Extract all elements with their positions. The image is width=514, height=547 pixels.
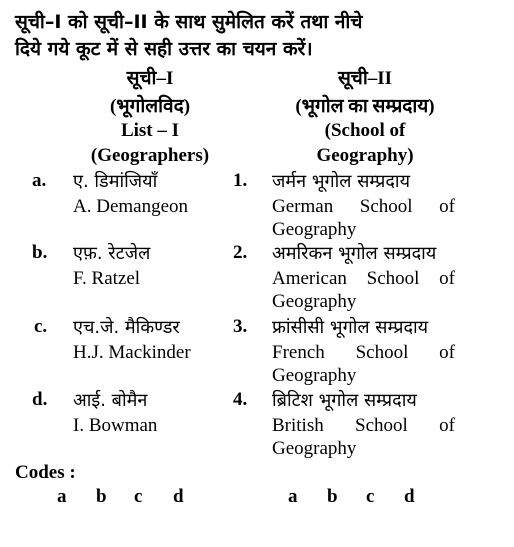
list2-item-english-line1: American School of xyxy=(272,268,455,289)
list1-subheading-hindi: (भूगोलविद) xyxy=(109,96,191,117)
list1-heading-hindi: सूची–I xyxy=(126,68,174,89)
list2-item-english-line2: Geography xyxy=(272,219,357,240)
list1-item-hindi: एफ़. रेटजेल xyxy=(73,243,151,264)
list2-heading-english: (School of xyxy=(324,120,406,141)
list2-item-label: 2. xyxy=(233,242,248,263)
list1-item-label: d. xyxy=(32,389,48,410)
list1-heading-english: List – I xyxy=(120,120,180,141)
list1-subheading-english: (Geographers) xyxy=(90,145,210,166)
list2-item-english-line2: Geography xyxy=(272,438,357,459)
codes-column-a: a xyxy=(288,486,298,507)
instruction-line-2: दिये गये कूट में से सही उत्तर का चयन करें। xyxy=(15,38,313,60)
codes-column-b: b xyxy=(327,486,338,507)
list2-item-label: 3. xyxy=(233,316,248,337)
list2-item-english-line1: German School of xyxy=(272,196,455,217)
list1-item-label: b. xyxy=(32,242,48,263)
list2-item-english-line1: British School of xyxy=(272,415,455,436)
list1-item-hindi: एच.जे. मैकिण्डर xyxy=(73,317,180,338)
list2-item-hindi: ब्रिटिश भूगोल सम्प्रदाय xyxy=(272,390,417,411)
list1-item-english: H.J. Mackinder xyxy=(73,342,191,363)
codes-column-d: d xyxy=(173,486,184,507)
list2-heading-hindi: सूची–II xyxy=(337,68,393,89)
codes-column-c: c xyxy=(366,486,375,507)
list1-item-english: F. Ratzel xyxy=(73,268,141,289)
list2-item-english-line2: Geography xyxy=(272,291,357,312)
instruction-line-1: सूची–I को सूची–II के साथ सुमेलित करें तथा नीचे xyxy=(15,11,363,33)
list2-item-label: 4. xyxy=(233,389,248,410)
codes-column-b: b xyxy=(96,486,107,507)
list1-item-label: c. xyxy=(34,316,48,337)
codes-column-c: c xyxy=(134,486,143,507)
list2-item-english-line2: Geography xyxy=(272,365,357,386)
list1-item-hindi: ए. डिमांजियाँ xyxy=(73,171,158,192)
list2-subheading-english: Geography) xyxy=(316,145,414,166)
list2-subheading-hindi: (भूगोल का सम्प्रदाय) xyxy=(295,96,435,117)
list2-item-english-line1: French School of xyxy=(272,342,455,363)
list1-item-label: a. xyxy=(32,170,47,191)
list2-item-label: 1. xyxy=(233,170,248,191)
list2-item-hindi: फ्रांसीसी भूगोल सम्प्रदाय xyxy=(272,317,429,338)
list1-item-english: I. Bowman xyxy=(73,415,158,436)
list2-item-hindi: अमरिकन भूगोल सम्प्रदाय xyxy=(272,243,437,264)
list1-item-hindi: आई. बोमैन xyxy=(73,390,148,411)
codes-label: Codes : xyxy=(15,462,76,483)
codes-column-a: a xyxy=(57,486,67,507)
codes-column-d: d xyxy=(404,486,415,507)
list2-item-hindi: जर्मन भूगोल सम्प्रदाय xyxy=(272,171,411,192)
list1-item-english: A. Demangeon xyxy=(73,196,189,217)
